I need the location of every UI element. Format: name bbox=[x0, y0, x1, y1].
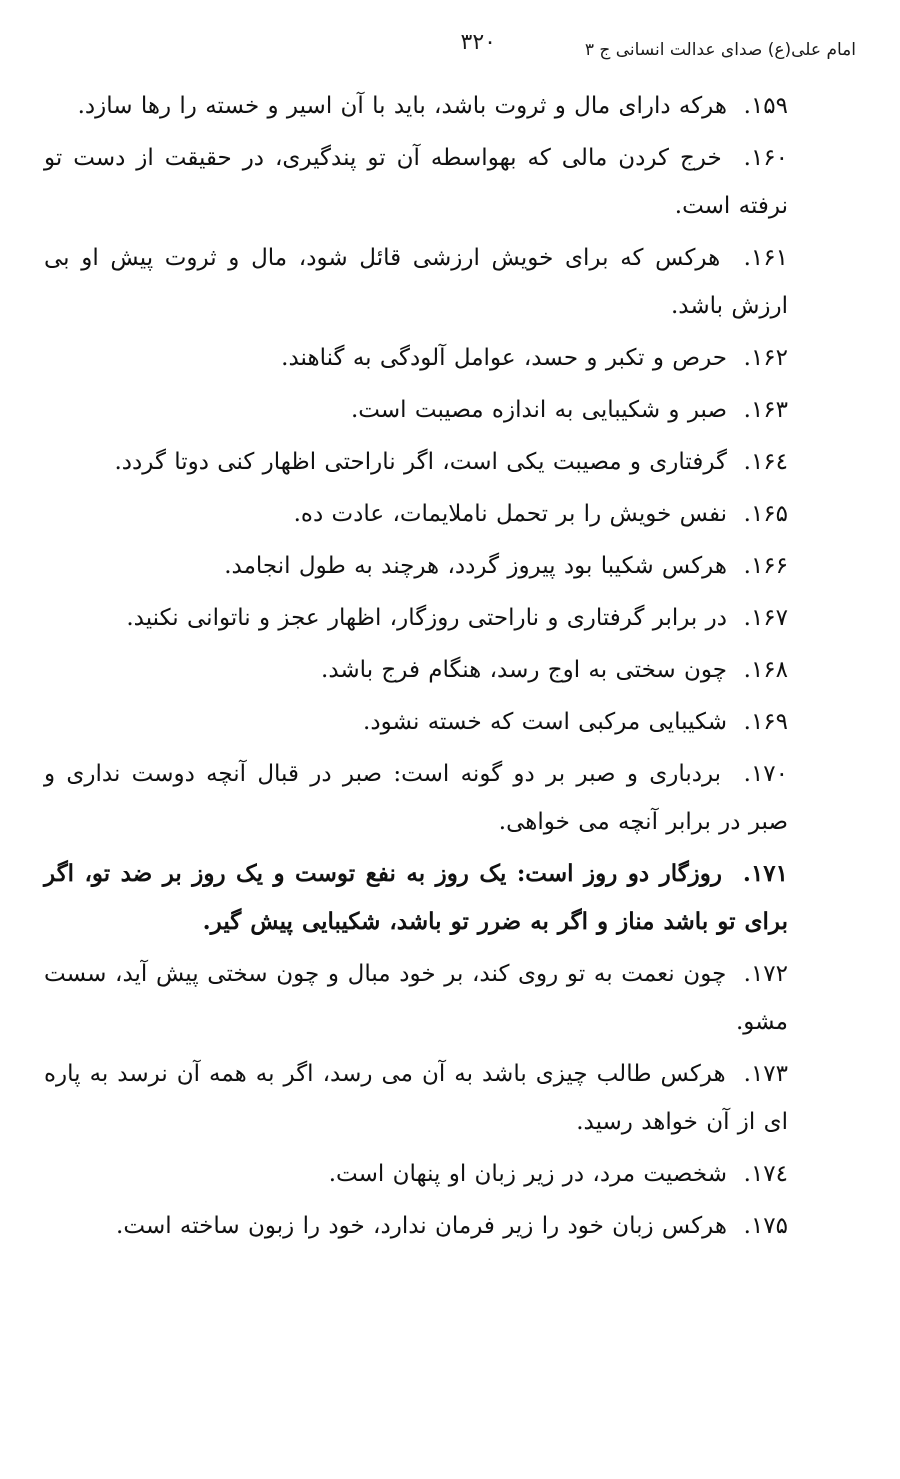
saying-159 bbox=[44, 82, 788, 130]
saying-text: هرکه دارای مال و ثروت باشد، باید با آن اسیر و خسته را رها سازد. bbox=[77, 93, 727, 119]
saying-text: حرص و تکبر و حسد، عوامل آلودگی به گناهند. bbox=[281, 345, 727, 371]
saying-text: هرکس که برای خویش ارزشی قائل شود، مال و ثروت پیش او بی ارزش باشد. bbox=[44, 245, 788, 319]
saying-text: صبر و شکیبایی به اندازه مصیبت است. bbox=[351, 397, 727, 423]
saying-number: ۱۶۰. bbox=[743, 145, 788, 171]
saying-166 bbox=[44, 542, 788, 590]
saying-number: ۱۶۵. bbox=[743, 501, 788, 527]
saying-number: ۱۶۳. bbox=[743, 397, 788, 423]
saying-170 bbox=[44, 750, 788, 846]
saying-text: هرکس زبان خود را زیر فرمان ندارد، خود را زبون ساخته است. bbox=[116, 1213, 727, 1239]
saying-text: روزگار دو روز است: یک روز به نفع توست و یک روز بر ضد تو، اگر برای تو باشد مناز و اگر به ضرر تو باشد، شکیبایی پیش گیر. bbox=[44, 860, 788, 935]
saying-number: ۱۶۹. bbox=[743, 709, 788, 735]
saying-number: ۱۷۲. bbox=[743, 961, 789, 987]
saying-number: ۱۷۱. bbox=[742, 860, 788, 887]
saying-text: چون نعمت به تو روی کند، بر خود مبال و چون سختی پیش آید، سست مشو. bbox=[44, 961, 788, 1035]
saying-text: هرکس شکیبا بود پیروز گردد، هرچند به طول انجامد. bbox=[224, 553, 727, 579]
saying-number: ۱۶۱. bbox=[743, 245, 788, 271]
saying-169 bbox=[44, 698, 788, 746]
saying-text: چون سختی به اوج رسد، هنگام فرج باشد. bbox=[321, 657, 727, 683]
saying-text: هرکس طالب چیزی باشد به آن می رسد، اگر به همه آن نرسد به پاره ای از آن خواهد رسید. bbox=[44, 1061, 788, 1135]
saying-168 bbox=[44, 646, 788, 694]
saying-160 bbox=[44, 134, 788, 230]
saying-text: شکیبایی مرکبی است که خسته نشود. bbox=[363, 709, 727, 735]
saying-number: ۱۶٤. bbox=[743, 449, 788, 475]
running-header bbox=[44, 30, 856, 70]
saying-163 bbox=[44, 386, 788, 434]
saying-173 bbox=[44, 1050, 788, 1146]
saying-175 bbox=[44, 1202, 788, 1250]
saying-165 bbox=[44, 490, 788, 538]
saying-number: ۱۶۷. bbox=[743, 605, 788, 631]
saying-162 bbox=[44, 334, 788, 382]
saying-number: ۱۷۰. bbox=[743, 761, 788, 787]
saying-number: ۱۷۳. bbox=[743, 1061, 788, 1087]
saying-number: ۱۷۵. bbox=[743, 1213, 788, 1239]
saying-164 bbox=[44, 438, 788, 486]
saying-text: نفس خویش را بر تحمل ناملایمات، عادت ده. bbox=[293, 501, 727, 527]
saying-167 bbox=[44, 594, 788, 642]
sayings-list bbox=[44, 82, 788, 1254]
saying-number: ۱۶۸. bbox=[743, 657, 788, 683]
saying-text: گرفتاری و مصیبت یکی است، اگر ناراحتی اظهار کنی دوتا گردد. bbox=[114, 449, 727, 475]
book-title: امام علی(ع) صدای عدالت انسانی ج ۳ bbox=[584, 40, 856, 60]
saying-171 bbox=[44, 850, 788, 946]
page-number: ۳۲۰ bbox=[460, 30, 496, 55]
saying-161 bbox=[44, 234, 788, 330]
saying-number: ۱۷٤. bbox=[743, 1161, 788, 1187]
saying-number: ۱۵۹. bbox=[743, 93, 788, 119]
saying-174 bbox=[44, 1150, 788, 1198]
saying-172 bbox=[44, 950, 788, 1046]
saying-text: بردباری و صبر بر دو گونه است: صبر در قبال آنچه دوست نداری و صبر در برابر آنچه می خواهی. bbox=[44, 761, 788, 835]
saying-number: ۱۶۶. bbox=[743, 553, 788, 579]
saying-text: شخصیت مرد، در زیر زبان او پنهان است. bbox=[328, 1161, 727, 1187]
saying-number: ۱۶۲. bbox=[743, 345, 788, 371]
saying-text: خرج کردن مالی که بهواسطه آن تو پندگیری، در حقیقت از دست تو نرفته است. bbox=[44, 145, 788, 219]
saying-text: در برابر گرفتاری و ناراحتی روزگار، اظهار عجز و ناتوانی نکنید. bbox=[126, 605, 727, 631]
